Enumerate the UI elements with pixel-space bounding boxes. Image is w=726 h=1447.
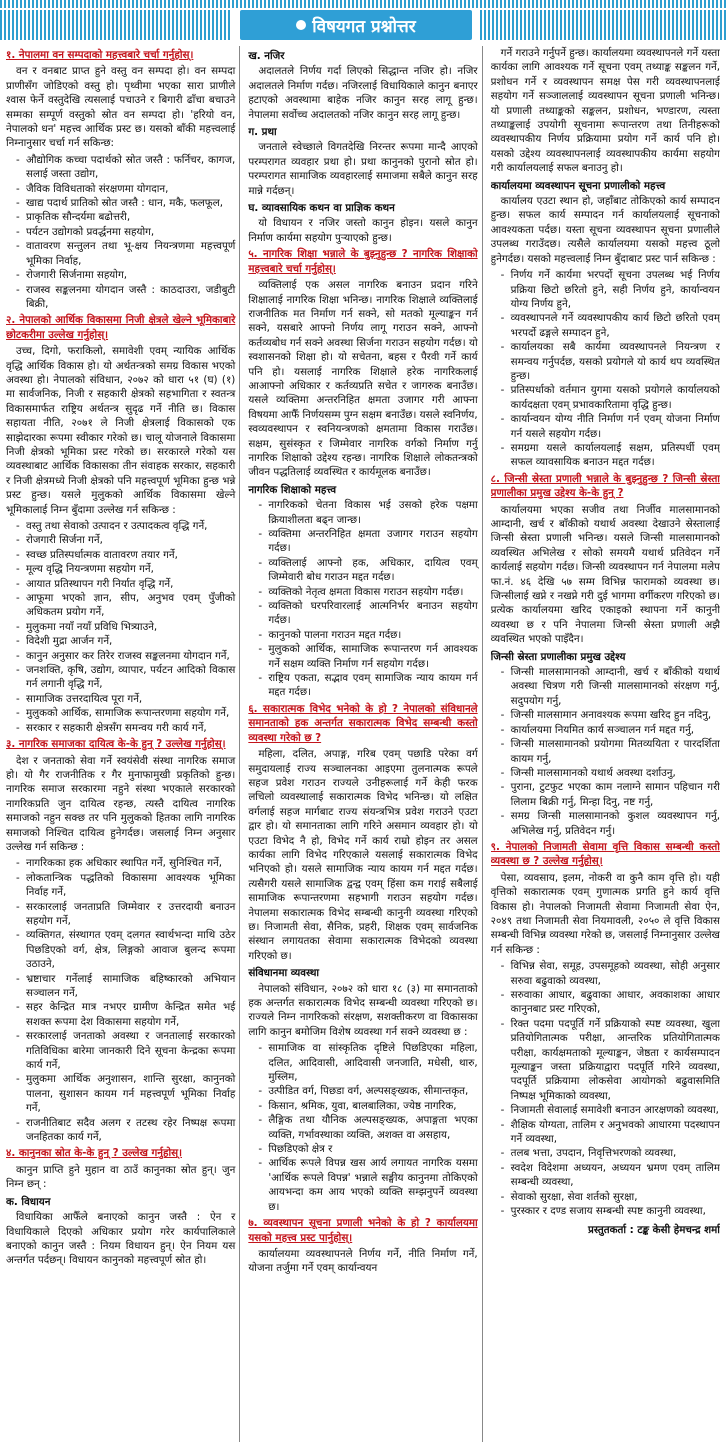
page-title: विषयगत प्रश्नोत्तर [312, 16, 416, 37]
list-item: - कानुनको पालना गराउन मद्दत गर्दछ। [258, 628, 477, 642]
column-2 [248, 46, 482, 1442]
list-item: - सहर केन्द्रित मात्र नभएर ग्रामीण केन्द्रित समेत भई सशक्त रूपमा देश विकासमा सहयोग गर्ने, [16, 1000, 235, 1029]
section-banner [240, 10, 472, 40]
list-item: - पिछडिएको क्षेत्र र [258, 1142, 477, 1156]
list-item: - निजामती सेवालाई समावेशी बनाउन आरक्षणको व्यवस्था, [501, 1103, 720, 1117]
list-item: - स्वच्छ प्रतिस्पर्धात्मक वातावरण तयार गर्ने, [16, 548, 235, 562]
list-item: - मूल्य वृद्धि नियन्त्रणमा सहयोग गर्ने, [16, 562, 235, 576]
bullet-list [6, 519, 235, 735]
question-heading: ८. जिन्सी स्रेस्ता प्रणाली भन्नाले के बुझ्नुहुन्छ ? जिन्सी स्रेस्ता प्रणालीका प्रमुख उद्देश्य के-के हुन् ? [490, 472, 720, 500]
question-heading: ७. व्यवस्थापन सूचना प्रणाली भनेको के हो ? कार्यालयमा यसको महत्त्व प्रस्ट पार्नुहोस्। [248, 1217, 478, 1244]
list-item: - सरकार र सहकारी क्षेत्रसँग समन्वय गरी कार्य गर्ने, [16, 721, 235, 735]
list-item: - निर्णय गर्ने कार्यमा भरपर्दो सूचना उपलब्ध भई निर्णय प्रक्रिया छिटो छरितो हुने, सही निर्णय हुने, कार्यान्वयन योग्य निर्णय हुने, [501, 268, 720, 311]
list-item: - राजनीतिबाट सदैव अलग र तटस्थ रहेर निष्पक्ष रूपमा जनहितका कार्य गर्ने, [16, 1116, 235, 1145]
paragraph: गर्ने गराउने गर्नुपर्ने हुन्छ। कार्यालयमा व्यवस्थापनले गर्ने यस्ता कार्यका लागि आवश्यक गर्ने सूचना एवम् तथ्याङ्क सङ्कलन गर्ने, प्रशोधन गर्ने र व्यवस्थापन समक्ष पेस गरी व्यवस्थापनलाई सहयोग गर्ने सञ्जाललाई व्यवस्थापन सूचना प्रणाली भनिन्छ। यो प्रणाली तथ्याङ्कको सङ्कलन, प्रशोधन, भण्डारण, त्यस्ता तथ्याङ्कलाई उपयोगी सूचनामा रूपान्तरण तथा तिनीहरूको व्यवस्थापकीय निर्णय प्रक्रियामा प्रयोग गर्ने कार्य पनि हो। यसको उद्देश्य व्यवस्थापनलाई व्यवस्थापकीय कार्यमा सहयोग गरी कार्यालयलाई सफल बनाउनु हो। [490, 47, 720, 175]
column-3 [491, 46, 720, 1442]
bullet-list [491, 959, 720, 1218]
list-item: - पर्यटन उद्योगको प्रवर्द्धनमा सहयोग, [16, 225, 235, 239]
question-heading: ५. नागरिक शिक्षा भन्नाले के बुझ्नुहुन्छ ? नागरिक शिक्षाको महत्त्वबारे चर्चा गर्नुहोस्। [248, 248, 478, 275]
list-item: - जिन्सी मालसामानको यथार्थ अवस्था दर्शाउनु, [501, 766, 720, 780]
question-heading: १. नेपालमा वन सम्पदाको महत्त्वबारे चर्चा गर्नुहोस्। [6, 49, 194, 61]
question-heading: ४. कानुनका स्रोत के-के हुन् ? उल्लेख गर्नुहोस्। [6, 1147, 182, 1160]
paragraph: पेसा, व्यवसाय, इलम, नोकरी वा कुनै काम वृत्ति हो। यही वृत्तिको सकारात्मक एवम् गुणात्मक प्रगति हुने कार्य वृत्ति विकास हो। नेपालको निजामती सेवामा निजामती सेवा ऐन, २०४९ तथा निजामती सेवा नियमावली, २०५० ले वृत्ति विकास सम्बन्धी विभिन्न व्यवस्था गरेको छ, जसलाई निम्नानुसार उल्लेख गर्न सकिन्छ : [490, 871, 720, 956]
list-item: - मुलुकको आर्थिक, सामाजिक रूपान्तरण गर्न आवश्यक गर्ने सक्षम व्यक्ति निर्माण गर्न सहयोग गर्दछ। [258, 642, 477, 671]
bullet-list [491, 268, 720, 470]
list-item: - भ्रष्टाचार गर्नेलाई सामाजिक बहिष्कारको अभियान सञ्चालन गर्ने, [16, 972, 235, 1001]
list-item: - कानुन अनुसार कर तिरेर राजस्व सङ्कलनमा योगदान गर्ने, [16, 649, 235, 663]
list-item: - विदेशी मुद्रा आर्जन गर्ने, [16, 634, 235, 648]
paragraph: व्यक्तिलाई एक असल नागरिक बनाउन प्रदान गरिने शिक्षालाई नागरिक शिक्षा भनिन्छ। नागरिक शिक्षाले व्यक्तिलाई राजनीतिक मत निर्माण गर्न सक्ने, सो मतको मूल्याङ्कन गर्न सक्ने, यसबारे आफ्नो निर्णय लागू गराउन सक्ने, आफ्नो कर्तव्यबोध गर्न सक्ने अवस्था सिर्जना गराउन सहयोग गर्दछ। यो स्वशासनको शिक्षा हो। यो सचेतना, बहस र पैरवी गर्ने कार्य पनि हो। यसलाई नागरिक शिक्षाले हरेक नागरिकलाई आआफ्नो अधिकार र कर्तव्यप्रति सचेत र जागरुक बनाउँछ। यसले व्यक्तिमा अन्तरनिहित क्षमता उजागर गरी आफ्ना विषयमा आफैँ निर्णयसम्म पुग्न सक्षम बनाउँछ। यसले स्वनिर्णय, स्वव्यवस्थापन र स्वनियन्त्रणको क्षमतामा विकास गराउँछ। सक्षम, सुसंस्कृत र जिम्मेवार नागरिक वर्गको निर्माण गर्नु नागरिक शिक्षाको उद्देश्य रहन्छ। नागरिक शिक्षाले लोकतन्त्रको जीवन पद्धतिलाई व्यवस्थित र कार्यमूलक बनाउँछ। [248, 279, 478, 479]
sub-heading: घ. व्यावसायिक कथन वा प्राज्ञिक कथन [248, 202, 395, 215]
list-item: - वस्तु तथा सेवाको उत्पादन र उत्पादकत्व वृद्धि गर्ने, [16, 519, 235, 533]
list-item: - आफूमा भएको ज्ञान, सीप, अनुभव एवम् पुँजीको अधिकतम प्रयोग गर्ने, [16, 591, 235, 620]
bullet-list [248, 1041, 477, 1214]
banner-right-stripes [480, 10, 726, 40]
list-item: - जनशक्ति, कृषि, उद्योग, व्यापार, पर्यटन आदिको विकास गर्न लगानी वृद्धि गर्ने, [16, 663, 235, 692]
author-credit: प्रस्तुतकर्ता : टङ्क केसी हेमचन्द्र शर्मा [588, 1223, 720, 1236]
list-item: - औद्योगिक कच्चा पदार्थको स्रोत जस्तै : फर्निचर, कागज, सलाई जस्ता उद्योग, [16, 153, 235, 182]
question-heading: ६. सकारात्मक विभेद भनेको के हो ? नेपालको संविधानले समानताको हक अन्तर्गत सकारात्मक विभेद सम्बन्धी कस्तो व्यवस्था गरेको छ ? [248, 702, 478, 744]
article-columns [6, 46, 720, 1442]
top-decorative-strip [0, 0, 726, 8]
list-item: - राजस्व सङ्कलनमा योगदान जस्तै : काठदाउरा, जडीबुटी बिक्री, [16, 283, 235, 312]
paragraph: कानुन प्राप्ति हुने मुहान वा ठाउँ कानुनका स्रोत हुन्। जुन निम्न छन् : [6, 1163, 236, 1191]
paragraph: जनताले स्वेच्छाले विगतदेखि निरन्तर रूपमा मान्दै आएको परम्परागत व्यवहार प्रथा हो। प्रथा कानुनको पुरानो स्रोत हो। परम्परागत सामाजिक व्यवहारलाई समाजमा सबैले कानुन सरह मान्ने गर्दछन्। [248, 141, 478, 197]
sub-heading: ख. नजिर [248, 50, 285, 62]
list-item: - प्रतिस्पर्धाको वर्तमान युगमा यसको प्रयोगले कार्यालयको कार्यदक्षता एवम् प्रभावकारितामा वृद्धि हुन्छ। [501, 383, 720, 412]
question-heading: २. नेपालको आर्थिक विकासमा निजी क्षेत्रले खेल्ने भूमिकाबारे छोटकरीमा उल्लेख गर्नुहोस्। [6, 314, 236, 341]
paragraph: कार्यालयमा भएका सजीव तथा निर्जीव मालसामानको आम्दानी, खर्च र बाँकीको यथार्थ अवस्था देखाउने स्रेस्तालाई जिन्सी स्रेस्ता प्रणाली भनिन्छ। यसले जिन्सी मालसामानको व्यवस्थित अभिलेख र सोको समयमै यथार्थ प्रतिवेदन गर्ने कार्यलाई सहयोग गर्दछ। जिन्सी व्यवस्थापन गर्न नेपालमा मलेप फा.नं. ४६ देखि ५७ सम्म विभिन्न फारामको व्यवस्था छ। जिन्सीलाई खप्ने र नखप्ने गरी दुई भागमा वर्गीकरण गरिएको छ। प्रत्येक कार्यालयमा खरिद एकाइको स्थापना गर्ने कानुनी व्यवस्था छ र पनि नेपालमा जिन्सी स्रेस्ता प्रणाली अझै व्यवस्थित भएको पाइँदैन। [490, 503, 720, 646]
list-item: - सामाजिक उत्तरदायित्व पूरा गर्ने, [16, 692, 235, 706]
paragraph: नेपालको संविधान, २०७२ को धारा १८ (३) मा समानताको हक अन्तर्गत सकारात्मक विभेद सम्बन्धी व्यवस्था गरिएको छ। राज्यले निम्न नागरिकको संरक्षण, सशक्तीकरण वा विकासका लागि कानुन बमोजिम विशेष व्यवस्था गर्न सक्ने व्यवस्था छ : [248, 982, 478, 1038]
column-1 [6, 46, 240, 1442]
list-item: - समग्रमा यसले कार्यालयलाई सक्षम, प्रतिस्पर्धी एवम् सफल व्यावसायिक बनाउन मद्दत गर्दछ। [501, 441, 720, 470]
list-item: - रिक्त पदमा पदपूर्ति गर्ने प्रक्रियाको स्पष्ट व्यवस्था, खुला प्रतियोगितात्मक परीक्षा, आन्तरिक प्रतियोगितात्मक परीक्षा, कार्यक्षमताको मूल्याङ्कन, जेष्ठता र कार्यसम्पादन मूल्याङ्कन जस्ता प्रक्रियाद्वारा पदपूर्ति गरिने व्यवस्था, पदपूर्ति प्रक्रियामा लोकसेवा आयोगको बढुवासमिति निष्पक्ष भूमिकाको व्यवस्था, [501, 1017, 720, 1103]
list-item: - विभिन्न सेवा, समूह, उपसमूहको व्यवस्था, सोही अनुसार सरुवा बढुवाको व्यवस्था, [501, 959, 720, 988]
bullet-list [6, 153, 235, 311]
list-item: - जिन्सी मालसामानको आम्दानी, खर्च र बाँकीको यथार्थ अवस्था चित्रण गरी जिन्सी मालसामानको संरक्षण गर्नु, सदुपयोग गर्नु, [501, 665, 720, 708]
list-item: - व्यक्तिको नेतृत्व क्षमता विकास गराउन सहयोग गर्दछ। [258, 585, 477, 599]
list-item: - तलब भत्ता, उपदान, निवृत्तिभरणको व्यवस्था, [501, 1146, 720, 1160]
paragraph: विधायिका आफैँले बनाएको कानुन जस्तै : ऐन र विधायिकाले दिएको अधिकार प्रयोग गरेर कार्यपालिकाले बनाएको कानुन जस्तै : नियम विधायन हुन्। ऐन नियम यस अन्तर्गत पर्दछन्। विधायन कानुनको महत्त्वपूर्ण स्रोत हो। [6, 1211, 236, 1267]
list-item: - रोजगारी सिर्जनामा सहयोग, [16, 268, 235, 282]
list-item: - स्वदेश विदेशमा अध्ययन, अध्ययन भ्रमण एवम् तालिम सम्बन्धी व्यवस्था, [501, 1161, 720, 1190]
paragraph: देश र जनताको सेवा गर्ने स्वयंसेवी संस्था नागरिक समाज हो। यो गैर राजनीतिक र गैर मुनाफामुखी प्रकृतिको हुन्छ। नागरिक समाज सरकारमा नहुने संस्था भएकाले सरकारको नागरिकप्रति जुन दायित्व रहन्छ, त्यस्तै दायित्व नागरिक समाजको नहुन सक्छ तर पनि मुलुकको हितका लागि नागरिक समाजको निश्चित दायित्व हुनेगर्दछ। जसलाई निम्न अनुसार उल्लेख गर्न सकिन्छ : [6, 754, 236, 853]
paragraph: महिला, दलित, अपाङ्ग, गरिब एवम् पछाडि परेका वर्ग समुदायलाई राज्य सञ्चालनका आइएमा तुलनात्मक रूपले सहज प्रवेश गराउन राज्यले उनीहरूलाई गर्ने केही फरक लचिलो व्यवस्थालाई सकारात्मक विभेद भनिन्छ। यो लक्षित वर्गलाई सहज मार्गबाट राज्य संयन्त्रभित्र प्रवेश गराउने एउटा द्वार हो। यो समानताका लागि गरिने असमान व्यवहार हो। यो एउटा विभेद नै हो, विभेद गर्ने कार्य राम्रो होइन तर असल कार्यका लागि विभेद गरिएकाले यसलाई सकारात्मक विभेद भनिएको हो। यसले सामाजिक न्याय कायम गर्न मद्दत गर्दछ। त्यसैगरी यसले सामाजिक द्वन्द्व एवम् हिंसा कम गराई सबैलाई सामाजिक रूपान्तरणमा सहभागी गराउन सहयोग गर्दछ। नेपालमा सकारात्मक विभेद सम्बन्धी कानुनी व्यवस्था गरिएको छ। निजामती सेवा, सैनिक, प्रहरी, शिक्षक एवम् सार्वजनिक संस्थान लगायतका सेवामा सकारात्मक विभेदको व्यवस्था गरिएको छ। [248, 748, 478, 962]
banner-left-stripes [0, 10, 232, 40]
sub-heading: ग. प्रथा [248, 126, 277, 139]
list-item: - व्यक्तिमा अन्तरनिहित क्षमता उजागर गराउन सहयोग गर्दछ। [258, 527, 477, 556]
list-item: - आयात प्रतिस्थापन गरी निर्यात वृद्धि गर्ने, [16, 577, 235, 591]
sub-heading: कार्यालयमा व्यवस्थापन सूचना प्रणालीको महत्त्व [490, 179, 666, 192]
list-item: - लैङ्गिक तथा यौनिक अल्पसङ्ख्यक, अपाङ्गता भएका व्यक्ति, गर्भावस्थाका व्यक्ति, अशक्त वा असहाय, [258, 1113, 477, 1142]
list-item: - सरकारलाई जनताको अवस्था र जनतालाई सरकारको गतिविधिका बारेमा जानकारी दिने सूचना केन्द्रका रूपमा कार्य गर्ने, [16, 1029, 235, 1072]
bullet-icon [296, 20, 306, 30]
sub-heading: संविधानमा व्यवस्था [248, 967, 320, 980]
list-item: - शैक्षिक योग्यता, तालिम र अनुभवको आधारमा पदस्थापन गर्ने व्यवस्था, [501, 1118, 720, 1147]
paragraph: उच्च, दिगो, फराकिलो, समावेशी एवम् न्यायिक आर्थिक वृद्धि आर्थिक विकास हो। यो अर्थतन्त्रको समग्र विकास भएको अवस्था हो। नेपालको संविधान, २०७२ को धारा ५१ (घ) (१) मा सार्वजनिक, निजी र सहकारी क्षेत्रको सहभागिता र स्वतन्त्र विकासमार्फत राष्ट्रिय अर्थतन्त्र सुदृढ गर्ने नीति छ। विकास सहायता नीति, २०७१ ले निजी क्षेत्रलाई विकासको एक साझेदारका रूपमा स्वीकार गरेको छ। चालू योजनाले विकासमा निजी क्षेत्रको भूमिका प्रस्ट गरेको छ। सरकारले गरेको यस व्यवस्थाबाट आर्थिक विकासका तीन संवाहक सरकार, सहकारी र निजी क्षेत्रमध्ये निजी क्षेत्रको पनि महत्त्वपूर्ण भूमिका हुन्छ भन्ने प्रस्ट हुन्छ। यसले मुलुकको आर्थिक विकासमा खेल्ने भूमिकालाई निम्न बुँदामा उल्लेख गर्न सकिन्छ : [6, 345, 236, 516]
bullet-list [248, 498, 477, 700]
list-item: - राष्ट्रिय एकता, सद्भाव एवम् सामाजिक न्याय कायम गर्न मद्दत गर्दछ। [258, 671, 477, 700]
list-item: - सेवाको सुरक्षा, सेवा शर्तको सुरक्षा, [501, 1190, 720, 1204]
list-item: - कार्यान्वयन योग्य नीति निर्माण गर्न एवम् योजना निर्माण गर्न यसले सहयोग गर्दछ। [501, 412, 720, 441]
list-item: - नागरिकको चेतना विकास भई उसको हरेक पक्षमा क्रियाशीलता बढ्न जान्छ। [258, 498, 477, 527]
paragraph: कार्यालयमा व्यवस्थापनले निर्णय गर्ने, नीति निर्माण गर्ने, योजना तर्जुमा गर्ने एवम् कार्यान्वयन [248, 1247, 478, 1275]
list-item: - पुराना, टुटफुट भएका काम नलाग्ने सामान पहिचान गरी लिलाम बिक्री गर्नु, मिन्हा दिनु, नष्ट गर्नु, [501, 780, 720, 809]
list-item: - कार्यालयमा नियमित कार्य सञ्चालन गर्न मद्दत गर्नु, [501, 723, 720, 737]
paragraph: अदालतले निर्णय गर्दा लिएको सिद्धान्त नजिर हो। नजिर अदालतले निर्माण गर्दछ। नजिरलाई विधायिकाले कानुन बनाएर हटाएको अवस्थामा बाहेक नजिर कानुन सरह लागू हुन्छ। नेपालमा सर्वोच्च अदालतको नजिर कानुन सरह लागू हुन्छ। [248, 65, 478, 121]
question-heading: ३. नागरिक समाजका दायित्व के-के हुन् ? उल्लेख गर्नुहोस्। [6, 738, 226, 751]
list-item: - व्यवस्थापनले गर्ने व्यवस्थापकीय कार्य छिटो छरितो एवम् भरपर्दो ढङ्गले सम्पादन हुने, [501, 311, 720, 340]
list-item: - सामाजिक वा सांस्कृतिक दृष्टिले पिछडिएका महिला, दलित, आदिवासी, आदिवासी जनजाति, मधेसी, थारु, मुस्लिम, [258, 1041, 477, 1084]
sub-heading: क. विधायन [6, 1195, 51, 1208]
list-item: - रोजगारी सिर्जना गर्ने, [16, 533, 235, 547]
list-item: - नागरिकका हक अधिकार स्थापित गर्ने, सुनिश्चित गर्ने, [16, 856, 235, 870]
sub-heading: नागरिक शिक्षाको महत्त्व [248, 483, 337, 496]
list-item: - जैविक विविधताको संरक्षणमा योगदान, [16, 182, 235, 196]
paragraph: कार्यालय एउटा स्थान हो, जहाँबाट तोकिएको कार्य सम्पादन हुन्छ। सफल कार्य सम्पादन गर्न कार्यालयलाई सूचनाको आवश्यकता पर्दछ। यस्ता सूचना व्यवस्थापन सूचना प्रणालीले उपलब्ध गराउँदछ। त्यसैले कार्यालयमा यसको महत्त्व ठूलो हुनेगर्दछ। यसको महत्त्वलाई निम्न बुँदाबाट प्रस्ट पार्न सकिन्छ : [490, 195, 720, 265]
list-item: - जिन्सी मालसामान अनावश्यक रूपमा खरिद हुन नदिनु, [501, 708, 720, 722]
list-item: - जिन्सी मालसामानको प्रयोगमा मितव्ययिता र पारदर्शिता कायम गर्नु, [501, 737, 720, 766]
paragraph: यो विधायन र नजिर जस्तो कानुन होइन। यसले कानुन निर्माण कार्यमा सहयोग पुऱ्याएको हुन्छ। [248, 217, 478, 244]
list-item: - आर्थिक रूपले विपन्न खस आर्य लगायत नागरिक यसमा 'आर्थिक रूपले विपन्न' भन्नाले सङ्घीय कानुनमा तोकिएको आयभन्दा कम आय भएको व्यक्ति सम्झनुपर्ने व्यवस्था छ। [258, 1156, 477, 1214]
list-item: - व्यक्तिको घरपरिवारलाई आत्मनिर्भर बनाउन सहयोग गर्दछ। [258, 599, 477, 628]
list-item: - सरकारलाई जनताप्रति जिम्मेवार र उत्तरदायी बनाउन सहयोग गर्ने, [16, 900, 235, 929]
sub-heading: जिन्सी स्रेस्ता प्रणालीका प्रमुख उद्देश्य [490, 650, 626, 663]
list-item: - व्यक्तिगत, संस्थागत एवम् दलगत स्वार्थभन्दा माथि उठेर पिछडिएको वर्ग, क्षेत्र, लिङ्गको आवाज बुलन्द रूपमा उठाउने, [16, 928, 235, 971]
list-item: - पुरस्कार र दण्ड सजाय सम्बन्धी स्पष्ट कानुनी व्यवस्था, [501, 1204, 720, 1218]
list-item: - सरुवाका आधार, बढुवाका आधार, अवकाशका आधार कानुनबाट प्रस्ट गरिएको, [501, 988, 720, 1017]
list-item: - वातावरण सन्तुलन तथा भू-क्षय नियन्त्रणमा महत्त्वपूर्ण भूमिका निर्वाह, [16, 239, 235, 268]
list-item: - मुलुकमा आर्थिक अनुशासन, शान्ति सुरक्षा, कानुनको पालना, सुशासन कायम गर्न महत्त्वपूर्ण भूमिका निर्वाह गर्ने, [16, 1072, 235, 1115]
list-item: - प्राकृतिक सौन्दर्यमा बढोत्तरी, [16, 210, 235, 224]
question-heading: ९. नेपालको निजामती सेवामा वृत्ति विकास सम्बन्धी कस्तो व्यवस्था छ ? उल्लेख गर्नुहोस्। [490, 840, 720, 868]
list-item: - उत्पीडित वर्ग, पिछडा वर्ग, अल्पसङ्ख्यक, सीमान्तकृत, [258, 1084, 477, 1098]
list-item: - खाद्य पदार्थ प्रातिको स्रोत जस्तै : धान, मकै, फलफूल, [16, 196, 235, 210]
list-item: - व्यक्तिलाई आफ्नो हक, अधिकार, दायित्व एवम् जिम्मेवारी बोध गराउन मद्दत गर्दछ। [258, 556, 477, 585]
paragraph: वन र वनबाट प्राप्त हुने वस्तु वन सम्पदा हो। वन सम्पदा प्राणीसँग जोडिएको वस्तु हो। पृथ्वीमा भएका सारा प्राणीले श्वास फेर्ने वस्तुदेखि त्यसलाई पचाउने र बिगारी ढाँचा बचाउने सम्मका सम्पूर्ण वस्तुको स्रोत वन सम्पदा हो। 'हरियो वन, नेपालको धन' महत्त्व आर्थिक प्रस्ट छ। यसको बाँकी महत्त्वलाई निम्नानुसार चर्चा गर्न सकिन्छ: [6, 65, 236, 150]
list-item: - कार्यालयका सबै कार्यमा व्यवस्थापनले नियन्त्रण र समन्वय गर्नुपर्दछ, यसको प्रयोगले यो कार्य थप व्यवस्थित हुन्छ। [501, 340, 720, 383]
list-item: - मुलुकमा नयाँ नयाँ प्रविधि भित्र्याउने, [16, 620, 235, 634]
list-item: - किसान, श्रमिक, युवा, बालबालिका, ज्येष्ठ नागरिक, [258, 1099, 477, 1113]
list-item: - समग्र जिन्सी मालसामानको कुशल व्यवस्थापन गर्नु, अभिलेख गर्नु, प्रतिवेदन गर्नु। [501, 809, 720, 838]
list-item: - मुलुकको आर्थिक, सामाजिक रूपान्तरणमा सहयोग गर्ने, [16, 706, 235, 720]
bullet-list [491, 665, 720, 838]
bullet-list [6, 856, 235, 1144]
list-item: - लोकतान्त्रिक पद्धतिको विकासमा आवश्यक भूमिका निर्वाह गर्ने, [16, 871, 235, 900]
